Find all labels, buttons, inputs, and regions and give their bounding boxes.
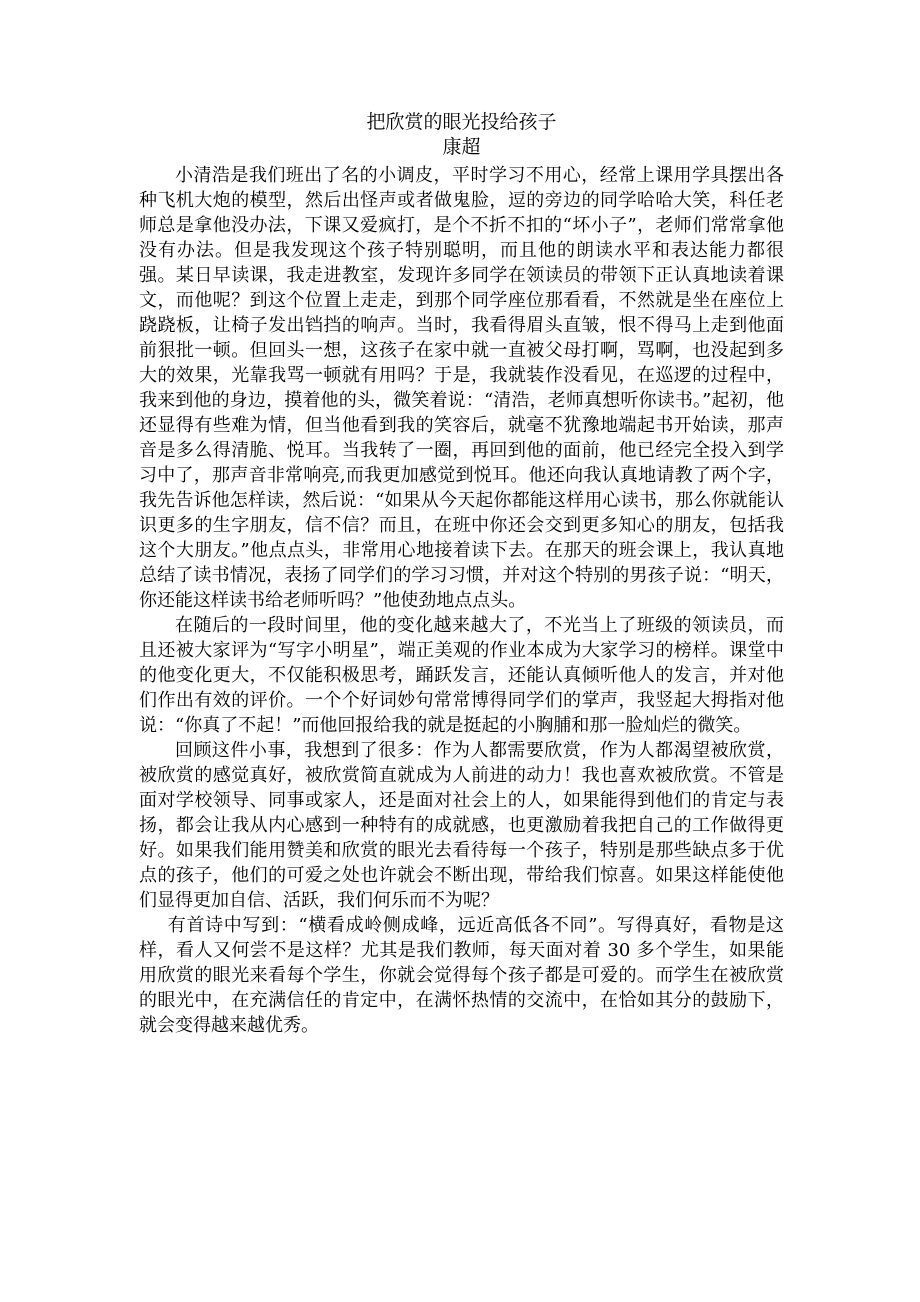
paragraph: 回顾这件小事，我想到了很多：作为人都需要欣赏，作为人都渴望被欣赏，被欣赏的感觉真好，被欣赏简直就成为人前进的动力！我也喜欢被欣赏。不管是面对学校领导、同事或家人，还是面对社会上的人，如果能得到他们的肯定与表扬，都会让我从内心感到一种特有的成就感，也更激励着我把自己的工作做得更好。如果我们能用赞美和欣赏的眼光去看待每一个孩子，特别是那些缺点多于优点的孩子，他们的可爱之处也许就会不断出现，带给我们惊喜。如果这样能使他们显得更加自信、活跃，我们何乐而不为呢？ xyxy=(139,740,784,911)
paragraph: 有首诗中写到：“横看成岭侧成峰，远近高低各不同”。写得真好，看物是这样，看人又何尝不是这样？尤其是我们教师，每天面对着 30 多个学生，如果能用欣赏的眼光来看每个学生，你就会觉得每个孩子都是可爱的。而学生在被欣赏的眼光中，在充满信任的肯定中，在满怀热情的交流中，在恰如其分的鼓励下，就会变得越来越优秀。 xyxy=(139,915,784,1036)
document-page xyxy=(139,110,784,1038)
document-author: 康超 xyxy=(442,136,481,158)
document-title: 把欣赏的眼光投给孩子 xyxy=(366,111,557,133)
paragraph: 在随后的一段时间里，他的变化越来越大了，不光当上了班级的领读员，而且还被大家评为“写字小明星”，端正美观的作业本成为大家学习的榜样。课堂中的他变化更大，不仅能积极思考，踊跃发言，还能认真倾听他人的发言，并对他们作出有效的评价。一个个好词妙句常常博得同学们的掌声，我竖起大拇指对他说：“你真了不起！”而他回报给我的就是挺起的小胸脯和那一脸灿烂的微笑。 xyxy=(139,615,784,736)
paragraph: 小清浩是我们班出了名的小调皮，平时学习不用心，经常上课用学具摆出各种飞机大炮的模型，然后出怪声或者做鬼脸，逗的旁边的同学哈哈大笑，科任老师总是拿他没办法，下课又爱疯打，是个不折不扣的“坏小子”，老师们常常拿他没有办法。但是我发现这个孩子特别聪明，而且他的朗读水平和表达能力都很强。某日早读课，我走进教室，发现许多同学在领读员的带领下正认真地读着课文，而他呢？到这个位置上走走，到那个同学座位那看看，不然就是坐在座位上跷跷板，让椅子发出铛挡的响声。当时，我看得眉头直皱，恨不得马上走到他面前狠批一顿。但回头一想，这孩子在家中就一直被父母打啊，骂啊，也没起到多大的效果，光靠我骂一顿就有用吗？于是，我就装作没看见，在巡逻的过程中，我来到他的身边，摸着他的头，微笑着说：“清浩，老师真想听你读书。”起初，他还显得有些难为情，但当他看到我的笑容后，就毫不犹豫地端起书开始读，那声音是多么得清脆、悦耳。当我转了一圈，再回到他的面前，他已经完全投入到学习中了，那声音非常响亮,而我更加感觉到悦耳。他还向我认真地请教了两个字，我先告诉他怎样读，然后说：“如果从今天起你都能这样用心读书，那么你就能认识更多的生字朋友，信不信？而且，在班中你还会交到更多知心的朋友，包括我这个大朋友。”他点点头，非常用心地接着读下去。在那天的班会课上，我认真地总结了读书情况，表扬了同学们的学习习惯，并对这个特别的男孩子说：“明天，你还能这样读书给老师听吗？”他使劲地点点头。 xyxy=(139,165,784,611)
